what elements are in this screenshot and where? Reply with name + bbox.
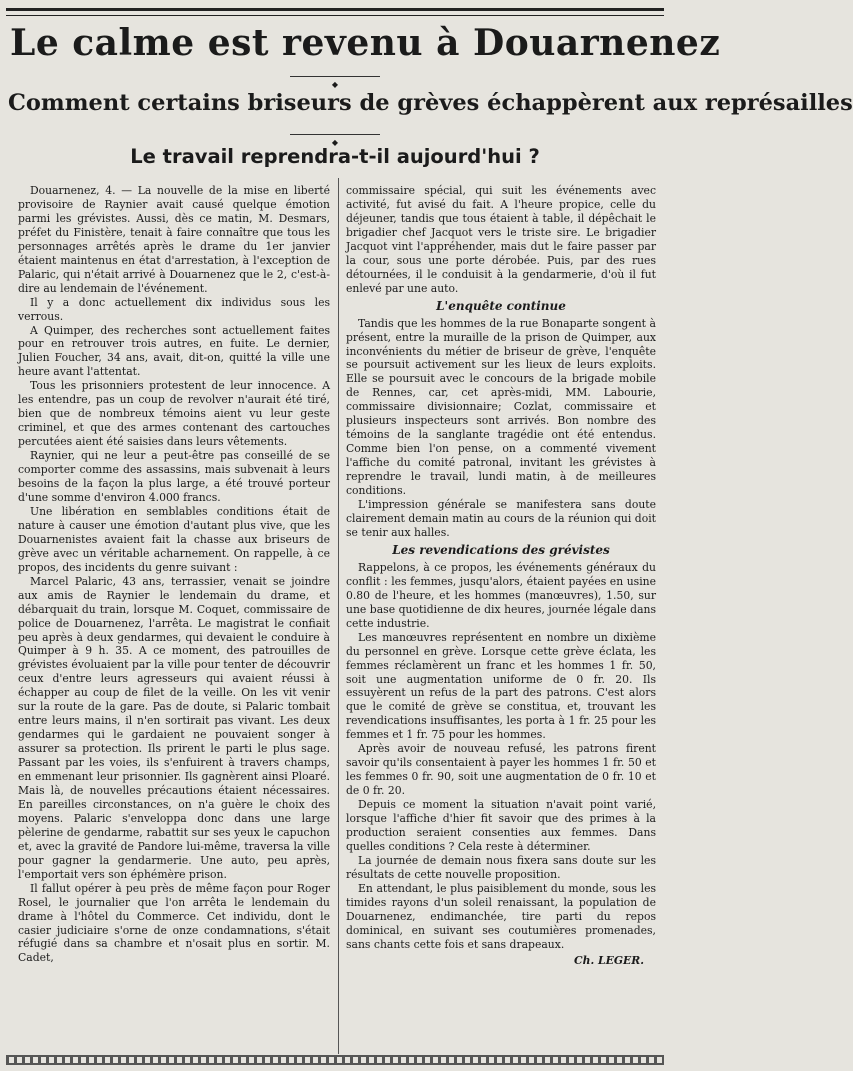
- section-title-revendications: Les revendications des grévistes: [392, 542, 610, 557]
- paragraph: Il fallut opérer à peu près de même façon pour Roger Rosel, le journalier que l'on arrêta le lendemain du drame à l'hôtel du Commerce. Cet individu, dont le casier judiciaire s'orne de onze condamnations, s'était réfugié dans sa chambre et n'osait plus en sortir. M. Cadet,: [18, 881, 330, 965]
- paragraph: Raynier, qui ne leur a peut-être pas conseillé de se comporter comme des assassins, mais subvenait à leurs besoins de la façon la plus large, a été trouvé porteur d'une somme d'environ 4.000 francs.: [18, 449, 330, 504]
- ornament-divider: ◆: [0, 72, 670, 80]
- subheadline: Comment certains briseurs de grèves échappèrent aux représailles: [8, 90, 853, 116]
- paragraph: En attendant, le plus paisiblement du monde, sous les timides rayons d'un soleil renaissant, la population de Douarnenez, endimanchée, tire parti du repos dominical, en suivant ses coutumières promenades, sans chants cette fois et sans drapeaux.: [346, 881, 656, 951]
- paragraph: Les manœuvres représentent en nombre un dixième du personnel en grève. Lorsque cette grève éclata, les femmes réclamèrent un franc et les hommes 1 fr. 50, soit une augmentation uniforme de 0 fr. 20. Ils essuyèrent un refus de la part des patrons. C'est alors que le comité de grève se constitua, et, trouvant les revendications insuffisantes, les porta à 1 fr. 25 pour les femmes et 1 fr. 75 pour les hommes.: [346, 630, 656, 742]
- section-title-enquete: L'enquête continue: [436, 298, 566, 313]
- paragraph: Après avoir de nouveau refusé, les patrons firent savoir qu'ils consentaient à payer les hommes 1 fr. 50 et les femmes 0 fr. 90, soit une augmentation de 0 fr. 10 et de 0 fr. 20.: [346, 742, 656, 798]
- paragraph: Il y a donc actuellement dix individus sous les verrous.: [18, 295, 330, 323]
- paragraph: A Quimper, des recherches sont actuellement faites pour en retrouver trois autres, en fuite. Le dernier, Julien Foucher, 34 ans, avait, dit-on, quitté la ville une heure avant l'attentat.: [18, 323, 330, 379]
- paragraph: L'impression générale se manifestera sans doute clairement demain matin au cours de la réunion qui doit se tenir aux halles.: [346, 498, 656, 539]
- ornament-divider: ◆: [0, 130, 670, 138]
- deck-title: Le travail reprendra-t-il aujourd'hui ?: [130, 145, 540, 168]
- headline: Le calme est revenu à Douarnenez: [10, 22, 721, 64]
- paragraph: Tandis que les hommes de la rue Bonaparte songent à présent, entre la muraille de la prison de Quimper, aux inconvénients du métier de briseur de grève, l'enquête se poursuit activement sur les lieux de leurs exploits. Elle se poursuit avec le concours de la brigade mobile de Rennes, car, cet après-midi, MM. Labourie, commissaire divisionnaire; Cozlat, commissaire et plusieurs inspecteurs sont arrivés. Bon nombre des témoins de la sanglante tragédie ont été entendus. Comme bien l'on pense, on a commenté vivement l'affiche du comité patronal, invitant les grévistes à reprendre le travail, lundi matin, à de meilleures conditions.: [346, 316, 656, 498]
- right-column: [346, 184, 656, 1052]
- paragraph: Douarnenez, 4. — La nouvelle de la mise en liberté provisoire de Raynier avait causé quelque émotion parmi les grévistes. Aussi, dès ce matin, M. Desmars, préfet du Finistère, tenait à faire connaître que tous les personnages arrêtés après le drame du 1er janvier étaient maintenus en état d'arrestation, à l'exception de Palaric, qui n'était arrivé à Douarnenez que le 2, c'est-à-dire au lendemain de l'événement.: [18, 184, 330, 295]
- paragraph: Depuis ce moment la situation n'avait point varié, lorsque l'affiche d'hier fit savoir que des primes à la production seraient consenties aux femmes. Dans quelles conditions ? Cela reste à déterminer.: [346, 798, 656, 853]
- paragraph: Rappelons, à ce propos, les événements généraux du conflit : les femmes, jusqu'alors, étaient payées en usine 0.80 de l'heure, et les hommes (manœuvres), 1.50, sur une base quotidienne de dix heures, journée légale dans cette industrie.: [346, 560, 656, 630]
- author-signature: Ch. LEGER.: [574, 953, 644, 967]
- column-divider: [338, 178, 339, 1054]
- left-column: [18, 184, 330, 1052]
- bottom-rule: [6, 1055, 664, 1065]
- top-rule: [6, 8, 664, 16]
- paragraph: commissaire spécial, qui suit les événements avec activité, fut avisé du fait. A l'heure propice, celle du déjeuner, tandis que tous étaient à table, il dépêchait le brigadier chef Jacquot vers le triste sire. Le brigadier Jacquot vint l'appréhender, mais dut le faire passer par la cour, sous une porte dérobée. Puis, par des rues détournées, il le conduisit à la gendarmerie, d'où il fut enlevé par une auto.: [346, 184, 656, 295]
- paragraph: La journée de demain nous fixera sans doute sur les résultats de cette nouvelle proposition.: [346, 853, 656, 881]
- paragraph: Marcel Palaric, 43 ans, terrassier, venait se joindre aux amis de Raynier le lendemain du drame, et débarquait du train, lorsque M. Coquet, commissaire de police de Douarnenez, l'arrêta. Le magistrat le confiait peu après à deux gendarmes, qui devaient le conduire à Quimper à 9 h. 35. A ce moment, des patrouilles de grévistes évoluaient par la ville pour tenter de découvrir ceux d'entre leurs agresseurs qui avaient réussi à échapper au coup de filet de la veille. On les vit venir sur la route de la gare. Pas de doute, si Palaric tombait entre leurs mains, il n'en sortirait pas vivant. Les deux gendarmes qui le gardaient ne pouvaient songer à assurer sa protection. Ils prirent le parti le plus sage. Passant par les voies, ils s'enfuirent à travers champs, en emmenant leur prisonnier. Ils gagnèrent ainsi Ploaré. Mais là, de nouvelles précautions étaient nécessaires. En pareilles circonstances, on n'a guère le choix des moyens. Palaric s'enveloppa donc dans une large pèlerine de gendarme, rabattit sur ses yeux le capuchon et, avec la gravité de Pandore lui-même, traversa la ville pour gagner la gendarmerie. Une auto, peu après, l'emportait vers son éphémère prison.: [18, 574, 330, 881]
- paragraph: Tous les prisonniers protestent de leur innocence. A les entendre, pas un coup de revolver n'aurait été tiré, bien que de nombreux témoins aient vu leur geste criminel, et que des armes contenant des cartouches percutées aient été saisies dans leurs vêtements.: [18, 379, 330, 449]
- paragraph: Une libération en semblables conditions était de nature à causer une émotion d'autant plus vive, que les Douarnenistes avaient fait la chasse aux briseurs de grève avec un véritable acharnement. On rappelle, à ce propos, des incidents du genre suivant :: [18, 504, 330, 574]
